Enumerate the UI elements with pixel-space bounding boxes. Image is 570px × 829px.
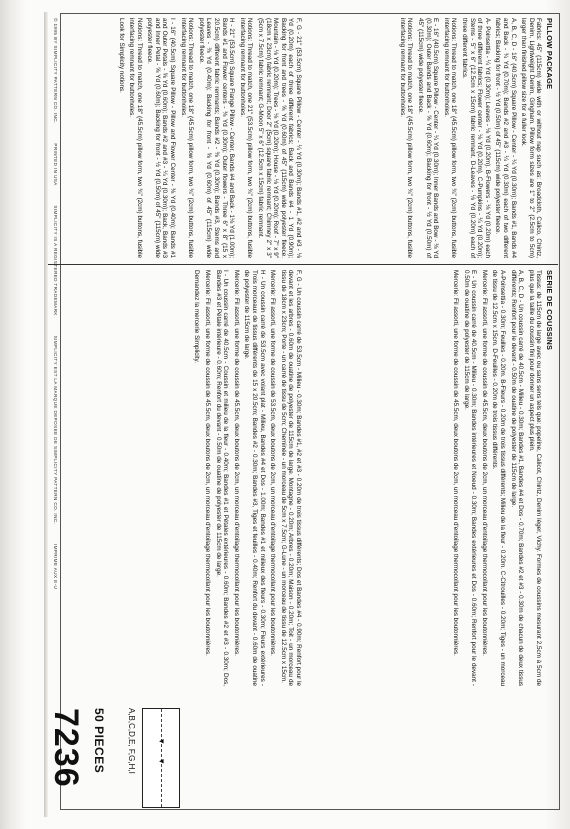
english-view-e: E - 16" (40.5cm) Square Pillow - Center - ¼ Yd (0.30m); Inner Bands and Bow - ⅜ Yd (0.30m); Outer Bands and Back - ⅝ Yd (0.60m); Backing for front - ½ Yd (0.50m) of 45" (115cm) wide polyester fleece. bbox=[417, 18, 440, 258]
english-fabrics: Fabrics: 45" (115cm) wide with or without nap such as: Broadcloth, Calico, Chintz, Denim, Lightweight Denim, Gingham. Pillow form sizes are 1" to 2" (2.5cm to 5cm) larger than finished pillow size for a fuller look. bbox=[520, 18, 543, 258]
english-notions-e: Notions: Thread to match, one 18" (45.5cm) pillow form, two ¾" (2cm) buttons, fusible interfacing remnant for buttonholes. bbox=[398, 18, 414, 258]
footer-trademark: SIMPLICITY IS A REGISTERED TRADEMARK bbox=[53, 205, 58, 316]
english-heading: PILLOW PACKAGE bbox=[545, 18, 554, 90]
french-heading: SERIE DE COUSSINS bbox=[545, 270, 554, 351]
footer-marque: SIMPLICITY EST LA MARQUE DEPOSEE DE SIMPLICITY PATTERN CO. INC. bbox=[53, 335, 58, 525]
footer-copyright: © 1995 BY SIMPLICITY PATTERN CO. INC. bbox=[53, 18, 58, 124]
french-notions-i: Mercerie: Fil assorti, une forme de coussin de 45.5cm, deux boutons de 2cm, un morceau d'entoilage thermocollant pour les boutonnières. bbox=[204, 270, 212, 656]
french-view-e: E - Un coussin carré de 40.5cm - Milieu - 0.30m; Bandes intérieures et Noeud - 0.30m; Bandes extérieures et Dos - 0.60m; Renfort pour le devant - 0.50m de ouatine de polyester de 115cm de large. bbox=[462, 270, 478, 686]
french-notions-e: Mercerie: Fil assorti, une forme de coussin de 45.5cm, deux boutons de 2cm, un morceau d'entoilage thermocollant pour les boutonnières. bbox=[452, 270, 460, 656]
sketch-marker-icon: ▾ bbox=[157, 759, 167, 764]
pieces-count: 50 PIECES bbox=[92, 708, 106, 774]
french-notions-h: Mercerie: Fil assorti, une forme de coussin de 45.5cm, deux boutons de 2cm, un morceau d'entoilage thermocollant pour les boutonnières. bbox=[232, 270, 240, 656]
french-views-abcd-motifs: A-Poinsettia - 0.30m; Feuilles - 0.20m. B-Fleurs - 0.20m de trois tissus différents; Milieu de la fleur - 0.20m. C-Citrouilles - 0.20m; Tiges - un morceau de tissu de 12.5cm x 15cm. D-Feuilles - 0.20m de trois tissus différents. bbox=[491, 270, 507, 686]
english-view-h: H - 21" (53.5cm) Square Flange Pillow - Center, Bands #4 and Back - 1⅛ Yd (1.00m); Bands #1 and Flower centers - ⅜ Yd (0.30m); Outer flowers - Three 6" x 8" (15 x 20.5cm) different fabric remnants; Bands #2 - ⅜ Yd (0.30m); Bands #3, Stems and Leaves - ⅜ Yd (0.40m); Backing for front - ⅝ Yd (0.60m) of 45" (115cm) wide polyester fleece. bbox=[197, 18, 236, 258]
french-notions-fg: Mercerie: Fil assorti, une forme de coussin de 53.5cm, deux boutons de 2cm, un morceau d'entoilage thermocollant pour les boutonnières. bbox=[269, 270, 277, 656]
french-section bbox=[448, 270, 553, 686]
french-look: Demandez la mercerie Simplicity. bbox=[193, 270, 201, 363]
sketch-marker-icon: ▾ bbox=[157, 739, 167, 744]
view-sketch bbox=[142, 708, 180, 808]
french-section-2 bbox=[190, 270, 302, 686]
french-view-i: I - Un coussin carré de 40.5cm - Coussin et milieu de la fleur - 0.40m; Bandes #1 et Pétales extérieures - 0.60m; Bandes #2 et #3 - 0.30m; Dos, Bandes #3 et Pétale intérieure - 0.60m; Renfort du devant - 0.50m de ouatine de polyester de 115cm de large. bbox=[214, 270, 230, 686]
legal-footer bbox=[53, 18, 58, 788]
english-views-abcd: A, B, C, D - 16" (40.5cm) Square Pillow - Center - ¼ Yd (0.30m); Bands #1, Bands #4 and Back - ¾ Yd (0.70m); Bands #2 and #3 - ¼ Yd (0.30m) each of two different fabrics; Backing for front - ½ Yd (0.50m) of 45" (115cm) wide polyester fleece. bbox=[494, 18, 517, 258]
column-divider bbox=[48, 264, 558, 265]
french-tissus: Tissus: de 115cm de large avec ou sans sens tels que: popeline, Calicot, Chintz, Denim léger, Vichy. Formes de coussins mesurant 2,5cm à 5cm de plus que la taille du coussin fini pour donner un aspect plus plein. bbox=[527, 270, 543, 686]
english-views-fg: F, G - 21" (53.5cm) Square Pillow - Center - ¼ Yd (0.30m); Bands #1, #2 and #3 - ⅛ Yd (0.20m) each of three different fabrics; Back and Bands #4 - 1 Yd (0.90m); Backing for front and trees - ⅝ Yd (0.60m) of 45" (115cm) wide polyester fleece. Mountain - ⅛ Yd (0.20m); Trees - ⅛ Yd (0.20m); House - ⅛ Yd (0.20m); Roof - 7" x 9" (18cm x 23cm) fabric remnant; Door 2" (5cm) square fabric remnant; Chimney 2" x 3" (5cm x 7.5cm) fabric remnant; G-Moon 5" x 6" (12.5cm x 15cm) fabric remnant. bbox=[257, 18, 302, 258]
english-section bbox=[395, 18, 553, 258]
english-views-abcd-motifs: A- Poinsettia - ¼ Yd (0.30m); Leaves - ⅛ Yd (0.20m). B-Flowers - ⅛ Yd (0.20m) each of three different fabrics; Flower center - ⅛ Yd (0.20m). C-Pumpkins - ¼ Yd (0.20m); Stems - 5" x 6" (12.5cm x 15cm) fabric remnant. D-Leaves - ⅛ Yd (0.20m) each of three different fabrics. bbox=[461, 18, 491, 258]
pattern-envelope-back bbox=[43, 8, 568, 818]
english-notions-fg: Notions: Thread to match, one 21" (53.5cm) pillow form, two ¾" (2cm) buttons, fusible interfacing remnant for buttonholes. bbox=[238, 18, 254, 258]
french-notions-abcd: Mercerie: Fil assorti, une forme de coussin de 45.5cm, deux boutons de 2cm, un morceau d'entoilage thermocollant pour les boutonnières. bbox=[480, 270, 488, 656]
footer-printed: PRINTED IN USA bbox=[53, 143, 58, 186]
pattern-number: 7236 bbox=[47, 708, 85, 788]
french-views-fg: F, G - Un coussin carré de 53.5cm - Milieu - 0.30m; Bandes #1, #2 et #3 - 0.20m de trois tissus différents; Dos et Bandes #4 - 0.90m; Renfort pour le devant et les arbres - 0.60m de ouatine de polyester de 115cm de large. Montagne - 0.20m; Arbres - 0.20m; Maison - 0.20m; Toit - un morceau de tissu de 18cm x 23cm; Porte - un carré de tissu de 5cm; Cheminée - un morceau de 5cm x 7.5cm; G-Lune - un morceau de tissu de 12.5cm x 15cm. bbox=[279, 270, 302, 686]
french-views-abcd: A, B, C, D - Un coussin carré de 40.5cm - Milieu - 0.30m; Bandes #1, Bandes #4 et Dos - 0.70m; Bandes #2 et #3 - 0.30m de chacun de deux tissus différents; Renfort pour le devant - 0.50m de ouatine de polyester de 115cm de large. bbox=[509, 270, 525, 686]
english-notions-abcd: Notions: Thread to match, one 18" (45.5cm) pillow form, two ¾" (2cm) buttons, fusible interfacing remnant for buttonholes. bbox=[442, 18, 458, 258]
english-look: Look for Simplicity notions. bbox=[117, 18, 125, 93]
english-notions-h: Notions: Thread to match, one 18" (45.5cm) pillow form, two ¾" (2cm) buttons, fusible interfacing remnant for buttonholes. bbox=[179, 18, 195, 258]
footer-imprime: IMPRIME AUX E-U bbox=[53, 543, 58, 590]
english-notions-i: Notions: Thread to match, one 18" (45.5cm) pillow form, two ¾" (2cm) buttons, fusible interfacing remnant for buttonholes. bbox=[128, 18, 143, 258]
english-view-i: I - 16" (40.5cm) Square Pillow - Pillow and Flower Center - ⅜ Yd (0.40m); Bands #1 and Outer Petals - ⅝ Yd (0.60m); Bands #2 and #3 - ¼ Yd (0.30m); Back, Bands #3 and Inner Petal - ⅝ Yd (0.60m); Backing for front - ½ Yd (0.50m) of 45" (115cm) wide polyester fleece. bbox=[146, 18, 177, 258]
english-section-2 bbox=[114, 18, 302, 258]
french-view-h: H - Un coussin carré de 53.5cm avec volant plat - Milieu, Bandes #4 et Dos - 1.00m; Bandes #1 et milieux des fleurs - 0.30m; Fleurs extérieures - Trois morceaux de tissus différents de 15 x 20.5cm; Bandes #2 - 0.30m; Bandes #3, Tiges et feuilles - 0.40m; Renfort du devant - 0.60m de ouatine de polyester de 115cm de large. bbox=[243, 270, 266, 686]
view-letters: A,B,C,D,E, F,G,H,I bbox=[127, 708, 136, 774]
sketch-dashed-line bbox=[161, 709, 162, 807]
